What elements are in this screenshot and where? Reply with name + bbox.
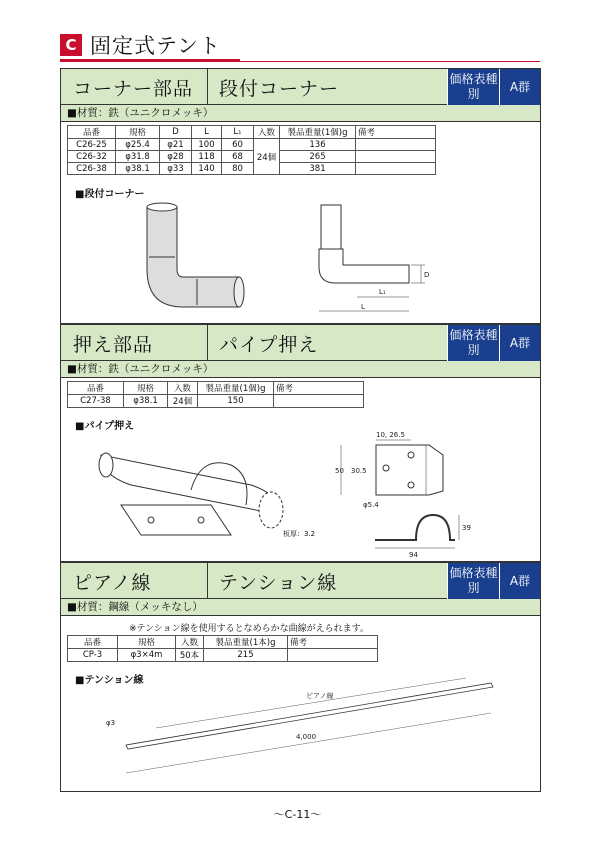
- spec-table: [67, 635, 378, 662]
- cell: 50本: [176, 649, 204, 662]
- price-group: A群: [499, 325, 540, 361]
- cell: φ31.8: [116, 151, 160, 163]
- cell: CP-3: [68, 649, 118, 662]
- corner-side-view: [311, 199, 451, 319]
- th: 製品重量(1本)g: [204, 636, 288, 649]
- spec-table: [67, 125, 436, 175]
- cell: 265: [280, 151, 356, 163]
- dim-39: 39: [462, 524, 471, 532]
- price-type-label: 価格表種別: [447, 69, 499, 105]
- cell: C26-32: [68, 151, 116, 163]
- figure-title: ■テンション線: [75, 675, 144, 686]
- cell: 68: [222, 151, 254, 163]
- th: 入数: [168, 382, 198, 395]
- dim-l1: L₁: [379, 288, 386, 296]
- th: L: [192, 126, 222, 139]
- cell: φ38.1: [116, 163, 160, 175]
- th: 製品重量(1個)g: [280, 126, 356, 139]
- section-band: [61, 325, 540, 361]
- band-divider: [207, 563, 208, 599]
- cell: φ38.1: [124, 395, 168, 408]
- qty-cell: 24個: [254, 139, 280, 175]
- dim-30: 30.5: [351, 467, 367, 475]
- cell: C26-25: [68, 139, 116, 151]
- price-type-label: 価格表種別: [447, 563, 499, 599]
- cell: φ33: [160, 163, 192, 175]
- th: 備考: [288, 636, 378, 649]
- th: 規格: [118, 636, 176, 649]
- section-band: [61, 563, 540, 599]
- cell: 381: [280, 163, 356, 175]
- cell: 140: [192, 163, 222, 175]
- corner-pipe-drawing: [131, 199, 271, 319]
- th: 入数: [176, 636, 204, 649]
- cell: [356, 139, 436, 151]
- section-corner: [60, 68, 541, 324]
- cell: φ28: [160, 151, 192, 163]
- th: 備考: [356, 126, 436, 139]
- section-category: ピアノ線: [73, 572, 152, 594]
- dim-94: 94: [409, 551, 418, 559]
- cell: 215: [204, 649, 288, 662]
- cell: 80: [222, 163, 254, 175]
- plate-thickness: 板厚：3.2: [283, 530, 316, 538]
- cell: 118: [192, 151, 222, 163]
- cell: [356, 151, 436, 163]
- band-divider: [207, 325, 208, 361]
- table-row: [68, 649, 378, 662]
- th: D: [160, 126, 192, 139]
- cell: 150: [198, 395, 274, 408]
- page-title: 固定式テント: [90, 34, 221, 58]
- section-name: 段付コーナー: [219, 78, 340, 100]
- section-category: コーナー部品: [73, 78, 194, 100]
- price-type-label: 価格表種別: [447, 325, 499, 361]
- section-band: [61, 69, 540, 105]
- cell: C26-38: [68, 163, 116, 175]
- band-divider: [207, 69, 208, 105]
- cell: φ25.4: [116, 139, 160, 151]
- clamp-profile: [371, 510, 481, 560]
- th: 品番: [68, 126, 116, 139]
- table-row: [68, 139, 436, 151]
- dim-l: L: [361, 303, 365, 311]
- cell: [288, 649, 378, 662]
- th: 製品重量(1個)g: [198, 382, 274, 395]
- wire-label: ピアノ線: [306, 692, 334, 700]
- table-row: [68, 395, 364, 408]
- spec-table: [67, 381, 364, 408]
- th: 品番: [68, 382, 124, 395]
- dim-top: 10, 26.5: [376, 431, 405, 439]
- price-group: A群: [499, 69, 540, 105]
- clamp-3d-drawing: [81, 435, 301, 545]
- page-header: [60, 28, 540, 62]
- material-row: ■材質：鉄（ユニクロメッキ）: [61, 105, 540, 122]
- th: 規格: [116, 126, 160, 139]
- material-row: ■材質：鋼線（メッキなし）: [61, 599, 540, 616]
- tension-wire-drawing: [96, 673, 496, 783]
- section-category: 押え部品: [73, 334, 154, 356]
- cell: 136: [280, 139, 356, 151]
- cell: [356, 163, 436, 175]
- th: 品番: [68, 636, 118, 649]
- header-rule-thin: [240, 61, 540, 62]
- cell: φ21: [160, 139, 192, 151]
- price-group: A群: [499, 563, 540, 599]
- section-pipe-clamp: [60, 324, 541, 562]
- table-row: [68, 151, 436, 163]
- cell: [274, 395, 364, 408]
- header-rule: [60, 59, 240, 62]
- cell: 100: [192, 139, 222, 151]
- table-row: [68, 163, 436, 175]
- cell: 60: [222, 139, 254, 151]
- wire-length: 4,000: [296, 733, 317, 741]
- th: 入数: [254, 126, 280, 139]
- dim-hole: φ5.4: [363, 501, 379, 509]
- cell: φ3×4m: [118, 649, 176, 662]
- category-badge: C: [60, 34, 82, 56]
- section-name: テンション線: [219, 572, 338, 594]
- material-row: ■材質：鉄（ユニクロメッキ）: [61, 361, 540, 378]
- usage-note: ※テンション線を使用するとなめらかな曲線がえられます。: [129, 624, 369, 634]
- section-name: パイプ押え: [219, 334, 319, 356]
- cell: 24個: [168, 395, 198, 408]
- page-number: ～C-11～: [273, 808, 322, 821]
- wire-diameter: φ3: [106, 719, 116, 727]
- th: 備考: [274, 382, 364, 395]
- cell: C27-38: [68, 395, 124, 408]
- dim-d: D: [424, 271, 430, 279]
- th: 規格: [124, 382, 168, 395]
- figure-title: ■パイプ押え: [75, 421, 135, 432]
- dim-50: 50: [335, 467, 344, 475]
- section-piano-wire: [60, 562, 541, 792]
- th: L₁: [222, 126, 254, 139]
- figure-title: ■段付コーナー: [75, 189, 145, 200]
